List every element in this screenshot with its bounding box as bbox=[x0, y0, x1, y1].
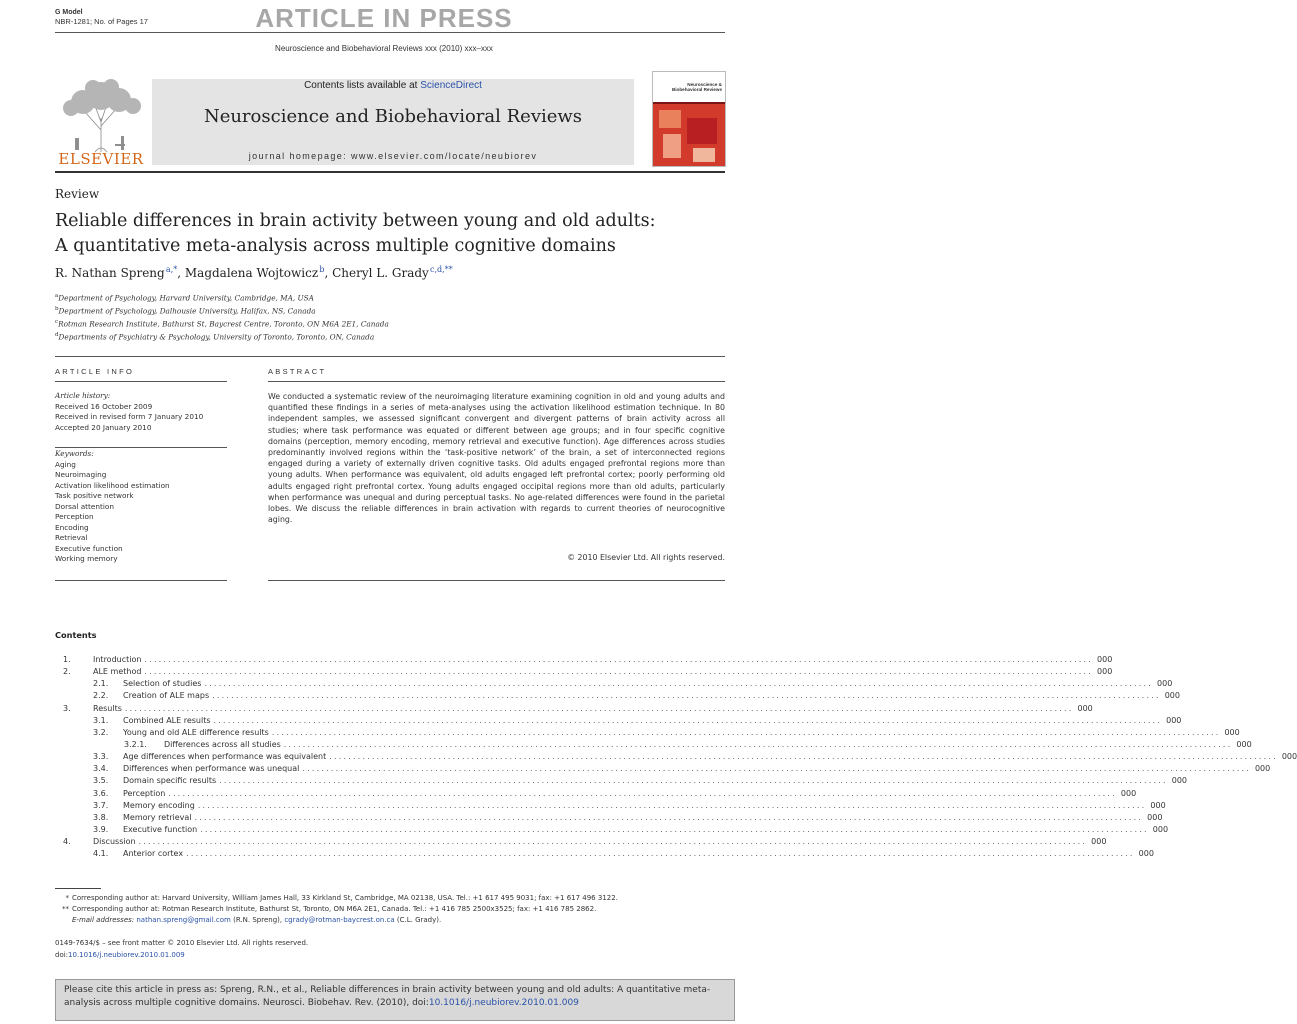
toc-leader-dots: ........................................................................................................................................................................................................ bbox=[302, 764, 1251, 774]
toc-entry-number: 4. bbox=[63, 837, 71, 847]
affiliation-item: $^a$Department of Psychology, Harvard University, Cambridge, MA, USA bbox=[55, 293, 314, 303]
toc-entry[interactable] bbox=[55, 727, 1240, 739]
author-affiliation-marker[interactable]: a,* bbox=[165, 265, 178, 274]
toc-entry-number: 3.3. bbox=[93, 752, 109, 762]
elsevier-wordmark: ELSEVIER bbox=[58, 150, 144, 168]
journal-name: Neuroscience and Biobehavioral Reviews bbox=[203, 106, 583, 127]
journal-cover-thumbnail bbox=[652, 71, 726, 167]
toc-entry[interactable] bbox=[55, 703, 1093, 715]
model-code: NBR-1281; No. of Pages 17 bbox=[55, 17, 148, 26]
title-line-1: Reliable differences in brain activity between young and old adults: bbox=[55, 211, 656, 231]
sciencedirect-link[interactable]: ScienceDirect bbox=[420, 80, 482, 91]
toc-entry-number: 2.2. bbox=[93, 691, 109, 701]
title-line-2: A quantitative meta-analysis across multiple cognitive domains bbox=[55, 236, 616, 256]
toc-entry-title: Domain specific results bbox=[123, 776, 217, 786]
toc-entry-title: Young and old ALE difference results bbox=[123, 727, 269, 737]
toc-entry-page: 000 bbox=[1152, 824, 1169, 834]
toc-entry[interactable] bbox=[55, 751, 1297, 763]
abstract-heading: ABSTRACT bbox=[268, 367, 327, 376]
toc-entry-page: 000 bbox=[1097, 655, 1113, 664]
toc-leader-dots: ........................................................................................................................................................................................................ bbox=[197, 800, 1147, 810]
toc-leader-dots: ........................................................................................................................................................................................................ bbox=[212, 691, 1161, 701]
journal-homepage[interactable]: journal homepage: www.elsevier.com/locate/neubiorev bbox=[248, 151, 538, 161]
toc-entry-page: 000 bbox=[1164, 691, 1180, 701]
history-item: Received in revised form 7 January 2010 bbox=[55, 412, 204, 421]
toc-entry-title: Perception bbox=[123, 788, 166, 798]
toc-entry-title: Differences when performance was unequal bbox=[123, 764, 300, 774]
toc-entry-page: 000 bbox=[1077, 703, 1093, 713]
affiliation-item: $^d$Departments of Psychiatry & Psychology, University of Toronto, Toronto, ON, Canada bbox=[55, 331, 375, 342]
keyword-item: Working memory bbox=[55, 554, 118, 563]
footnote-1: * Corresponding author at: Harvard University, William James Hall, 33 Kirkland St, Cambridge, MA 02138, USA. Tel.: +1 617 495 9031; fax: +1 617 496 3122. bbox=[65, 894, 618, 902]
doi-line: doi:10.1016/j.neubiorev.2010.01.009 bbox=[55, 951, 185, 959]
toc-leader-dots: ........................................................................................................................................................................................................ bbox=[271, 727, 1221, 737]
header-rule bbox=[55, 32, 725, 33]
abstract-text: We conducted a systematic review of the neuroimaging literature examining cognition in old and young adults and quantified these findings in a series of meta-analyses using the activation likelihood estimation technique. In 80 independent samples, we assessed significant convergent and divergent patterns of brain activity across all studies; where task performance was equated or different between age groups; and in four specific cognitive domains (perception, memory encoding, memory retrieval and executive function). Age differences across studies predominantly involved regions within the ‘task-positive network’ of the brain, a set of interconnected regions engaged during a variety of externally driven cognitive tasks. Old adults engaged prefrontal regions more than young adults. When performance was equivalent, old adults engaged left prefrontal cortex; poorly performing old adults engaged right prefrontal cortex. Young adults engaged occipital regions more than old adults, particularly when performance was unequal and during perceptual tasks. No age-related differences were found in the parietal lobes. We discuss the reliable differences in brain activation with regards to current theories of neurocognitive aging. bbox=[268, 392, 725, 525]
toc-entry-number: 3.9. bbox=[93, 824, 109, 834]
affiliations bbox=[55, 291, 695, 343]
history-item: Accepted 20 January 2010 bbox=[55, 422, 152, 432]
toc-entry[interactable] bbox=[55, 800, 1166, 812]
toc-entry[interactable] bbox=[55, 690, 1180, 702]
toc-entry-page: 000 bbox=[1157, 679, 1173, 689]
toc-leader-dots: ........................................................................................................................................................................................................ bbox=[168, 788, 1117, 798]
toc-entry-page: 000 bbox=[1254, 764, 1271, 774]
email-line: E-mail addresses: nathan.spreng@gmail.com (R.N. Spreng), cgrady@rotman-baycrest.on.ca (C.L. Grady). bbox=[72, 916, 442, 924]
toc-entry-title: Introduction bbox=[93, 655, 142, 664]
toc-entry-title: Executive function bbox=[123, 824, 198, 834]
abstract-copyright: © 2010 Elsevier Ltd. All rights reserved. bbox=[567, 553, 725, 562]
toc-entry-number: 4.1. bbox=[93, 849, 109, 859]
author-affiliation-marker[interactable]: b bbox=[319, 265, 325, 274]
footnote-2: ** Corresponding author at: Rotman Research Institute, Bathurst St, Toronto, ON M6A 2E1, Canada. Tel.: +1 416 785 2500x3525; fax: +1 416 785 2862. bbox=[62, 905, 597, 913]
toc-entry-title: ALE method bbox=[93, 667, 142, 677]
toc-entry-number: 2. bbox=[63, 667, 71, 677]
toc-leader-dots: ........................................................................................................................................................................................................ bbox=[283, 739, 1233, 749]
affiliation-item: $^c$Rotman Research Institute, Bathurst St, Baycrest Centre, Toronto, ON M6A 2E1, Canada bbox=[55, 318, 389, 329]
issn-line: 0149-7634/$ – see front matter © 2010 Elsevier Ltd. All rights reserved. bbox=[55, 939, 309, 947]
toc-entry-page: 000 bbox=[1224, 727, 1240, 737]
toc-entry[interactable] bbox=[55, 678, 1173, 690]
toc-entry[interactable] bbox=[55, 824, 1169, 836]
toc-entry-number: 3.1. bbox=[93, 715, 109, 725]
footnote-rule bbox=[55, 888, 101, 889]
toc-entry[interactable] bbox=[55, 715, 1182, 727]
toc-entry-title: Memory encoding bbox=[123, 800, 195, 810]
toc-entry-title: Combined ALE results bbox=[123, 715, 211, 725]
toc-leader-dots: ........................................................................................................................................................................................................ bbox=[213, 715, 1163, 725]
keyword-item: Activation likelihood estimation bbox=[55, 480, 170, 490]
toc-leader-dots: ........................................................................................................................................................................................................ bbox=[329, 752, 1278, 762]
front-matter bbox=[55, 937, 308, 961]
author-name: Magdalena Wojtowicz bbox=[184, 266, 319, 280]
keyword-item: Encoding bbox=[55, 522, 89, 532]
elsevier-tree-logo bbox=[55, 78, 147, 154]
doi-link[interactable]: 10.1016/j.neubiorev.2010.01.009 bbox=[68, 951, 185, 959]
toc-entry[interactable] bbox=[55, 848, 1154, 860]
toc-entry-page: 000 bbox=[1281, 752, 1297, 762]
toc-leader-dots: ........................................................................................................................................................................................................ bbox=[124, 703, 1074, 713]
keyword-item: Perception bbox=[55, 512, 94, 521]
keyword-item: Task positive network bbox=[55, 491, 134, 500]
toc-entry-title: Differences across all studies bbox=[164, 739, 281, 749]
toc-leader-dots: ........................................................................................................................................................................................................ bbox=[200, 824, 1149, 834]
article-history bbox=[55, 391, 227, 433]
keywords-block bbox=[55, 449, 227, 565]
keyword-item: Neuroimaging bbox=[55, 470, 107, 479]
toc-entry-title: Discussion bbox=[93, 837, 136, 847]
keywords-label: Keywords: bbox=[55, 449, 94, 458]
toc-entry[interactable] bbox=[55, 666, 1113, 678]
toc-entry[interactable] bbox=[55, 654, 1113, 666]
toc-leader-dots: ........................................................................................................................................................................................................ bbox=[204, 679, 1154, 689]
toc-entry[interactable] bbox=[55, 763, 1271, 775]
toc-entry[interactable] bbox=[55, 812, 1163, 824]
toc-entry-page: 000 bbox=[1150, 800, 1166, 810]
history-separator bbox=[55, 447, 227, 448]
toc-entry-number: 3. bbox=[63, 703, 71, 713]
toc-entry-page: 000 bbox=[1138, 849, 1154, 859]
author-list: R. Nathan Spreng $^{a,*}$, Magdalena Wojtowicz $^b$, Cheryl L. Grady $^{c,d,**}$ bbox=[55, 265, 453, 280]
toc-leader-dots: ........................................................................................................................................................................................................ bbox=[138, 837, 1088, 847]
toc-leader-dots: ........................................................................................................................................................................................................ bbox=[186, 849, 1135, 859]
keywords-bottom-rule bbox=[55, 580, 227, 581]
keyword-item: Retrieval bbox=[55, 533, 88, 542]
toc-entry[interactable] bbox=[55, 739, 1252, 751]
toc-entry[interactable] bbox=[55, 775, 1188, 787]
toc-entry-title: Creation of ALE maps bbox=[123, 691, 210, 701]
toc-entry-number: 3.2.1. bbox=[124, 739, 147, 749]
keyword-item: Dorsal attention bbox=[55, 501, 114, 511]
toc-entry-page: 000 bbox=[1236, 739, 1252, 749]
toc-entry-number: 3.8. bbox=[93, 812, 109, 822]
toc-entry[interactable] bbox=[55, 836, 1107, 848]
abstract-bottom-rule bbox=[268, 580, 725, 581]
toc-entry-page: 000 bbox=[1091, 837, 1107, 847]
table-of-contents bbox=[55, 654, 1297, 860]
contents-heading: Contents bbox=[55, 630, 97, 640]
toc-entry[interactable] bbox=[55, 788, 1137, 800]
footnotes bbox=[55, 893, 727, 926]
affiliation-separator bbox=[55, 356, 725, 357]
keyword-item: Aging bbox=[55, 459, 76, 469]
citation-doi-link[interactable]: 10.1016/j.neubiorev.2010.01.009 bbox=[428, 998, 579, 1008]
toc-leader-dots: ........................................................................................................................................................................................................ bbox=[144, 655, 1094, 664]
toc-entry-number: 3.7. bbox=[93, 800, 109, 810]
affiliation-item: $^b$Department of Psychology, Dalhousie University, Halifax, NS, Canada bbox=[55, 305, 316, 316]
toc-entry-number: 3.5. bbox=[93, 776, 109, 786]
history-label: Article history: bbox=[55, 391, 111, 400]
toc-entry-page: 000 bbox=[1097, 667, 1113, 677]
article-in-press-banner: ARTICLE IN PRESS bbox=[255, 3, 513, 33]
journal-reference: Neuroscience and Biobehavioral Reviews xxx (2010) xxx–xxx bbox=[275, 44, 493, 53]
email-link-grady[interactable]: cgrady@rotman-baycrest.on.ca bbox=[284, 916, 395, 924]
toc-leader-dots: ........................................................................................................................................................................................................ bbox=[194, 812, 1144, 822]
abstract-rule bbox=[268, 381, 725, 382]
toc-entry-page: 000 bbox=[1147, 812, 1163, 822]
contents-available-line bbox=[152, 80, 634, 91]
article-info-heading: ARTICLE INFO bbox=[55, 367, 135, 376]
article-title bbox=[55, 209, 735, 259]
keyword-item: Executive function bbox=[55, 543, 123, 553]
model-label: G Model bbox=[55, 9, 83, 16]
toc-entry-page: 000 bbox=[1120, 788, 1137, 798]
toc-entry-number: 3.6. bbox=[93, 788, 109, 798]
article-info-rule bbox=[55, 381, 227, 382]
toc-entry-number: 3.2. bbox=[93, 727, 109, 737]
toc-entry-page: 000 bbox=[1166, 715, 1182, 725]
toc-entry-number: 2.1. bbox=[93, 679, 109, 689]
toc-entry-title: Results bbox=[93, 703, 122, 713]
contents-prefix: Contents lists available at bbox=[304, 80, 421, 91]
toc-entry-title: Anterior cortex bbox=[123, 849, 184, 859]
citation-text: Please cite this article in press as: Spreng, R.N., et al., Reliable differences in brain activity between young and old adults: A quantitative meta-analysis across multiple cognitive domains. Neurosci. Biobehav. Rev. (2010), doi:10.1016/j.neubiorev.2010.01.009 bbox=[64, 985, 711, 1008]
toc-entry-page: 000 bbox=[1171, 776, 1188, 786]
toc-entry-title: Age differences when performance was equivalent bbox=[123, 752, 327, 762]
toc-entry-number: 1. bbox=[63, 655, 71, 664]
author-affiliation-marker[interactable]: c,d,** bbox=[430, 265, 453, 274]
toc-entry-number: 3.4. bbox=[93, 764, 109, 774]
history-list bbox=[55, 402, 227, 434]
section-type: Review bbox=[55, 187, 100, 201]
author-name: R. Nathan Spreng bbox=[55, 266, 165, 280]
citation-box bbox=[55, 979, 735, 1021]
toc-entry-title: Selection of studies bbox=[123, 679, 202, 689]
toc-leader-dots: ........................................................................................................................................................................................................ bbox=[219, 776, 1168, 786]
author-name: Cheryl L. Grady bbox=[332, 266, 429, 280]
history-item: Received 16 October 2009 bbox=[55, 401, 153, 411]
keyword-list bbox=[55, 460, 227, 565]
toc-entry-title: Memory retrieval bbox=[123, 812, 192, 822]
cover-title: Neuroscience & Biobehavioral Reviews bbox=[671, 82, 722, 93]
banner-rule bbox=[55, 171, 725, 173]
toc-leader-dots: ........................................................................................................................................................................................................ bbox=[144, 667, 1094, 677]
email-link-spreng[interactable]: nathan.spreng@gmail.com bbox=[136, 916, 231, 924]
